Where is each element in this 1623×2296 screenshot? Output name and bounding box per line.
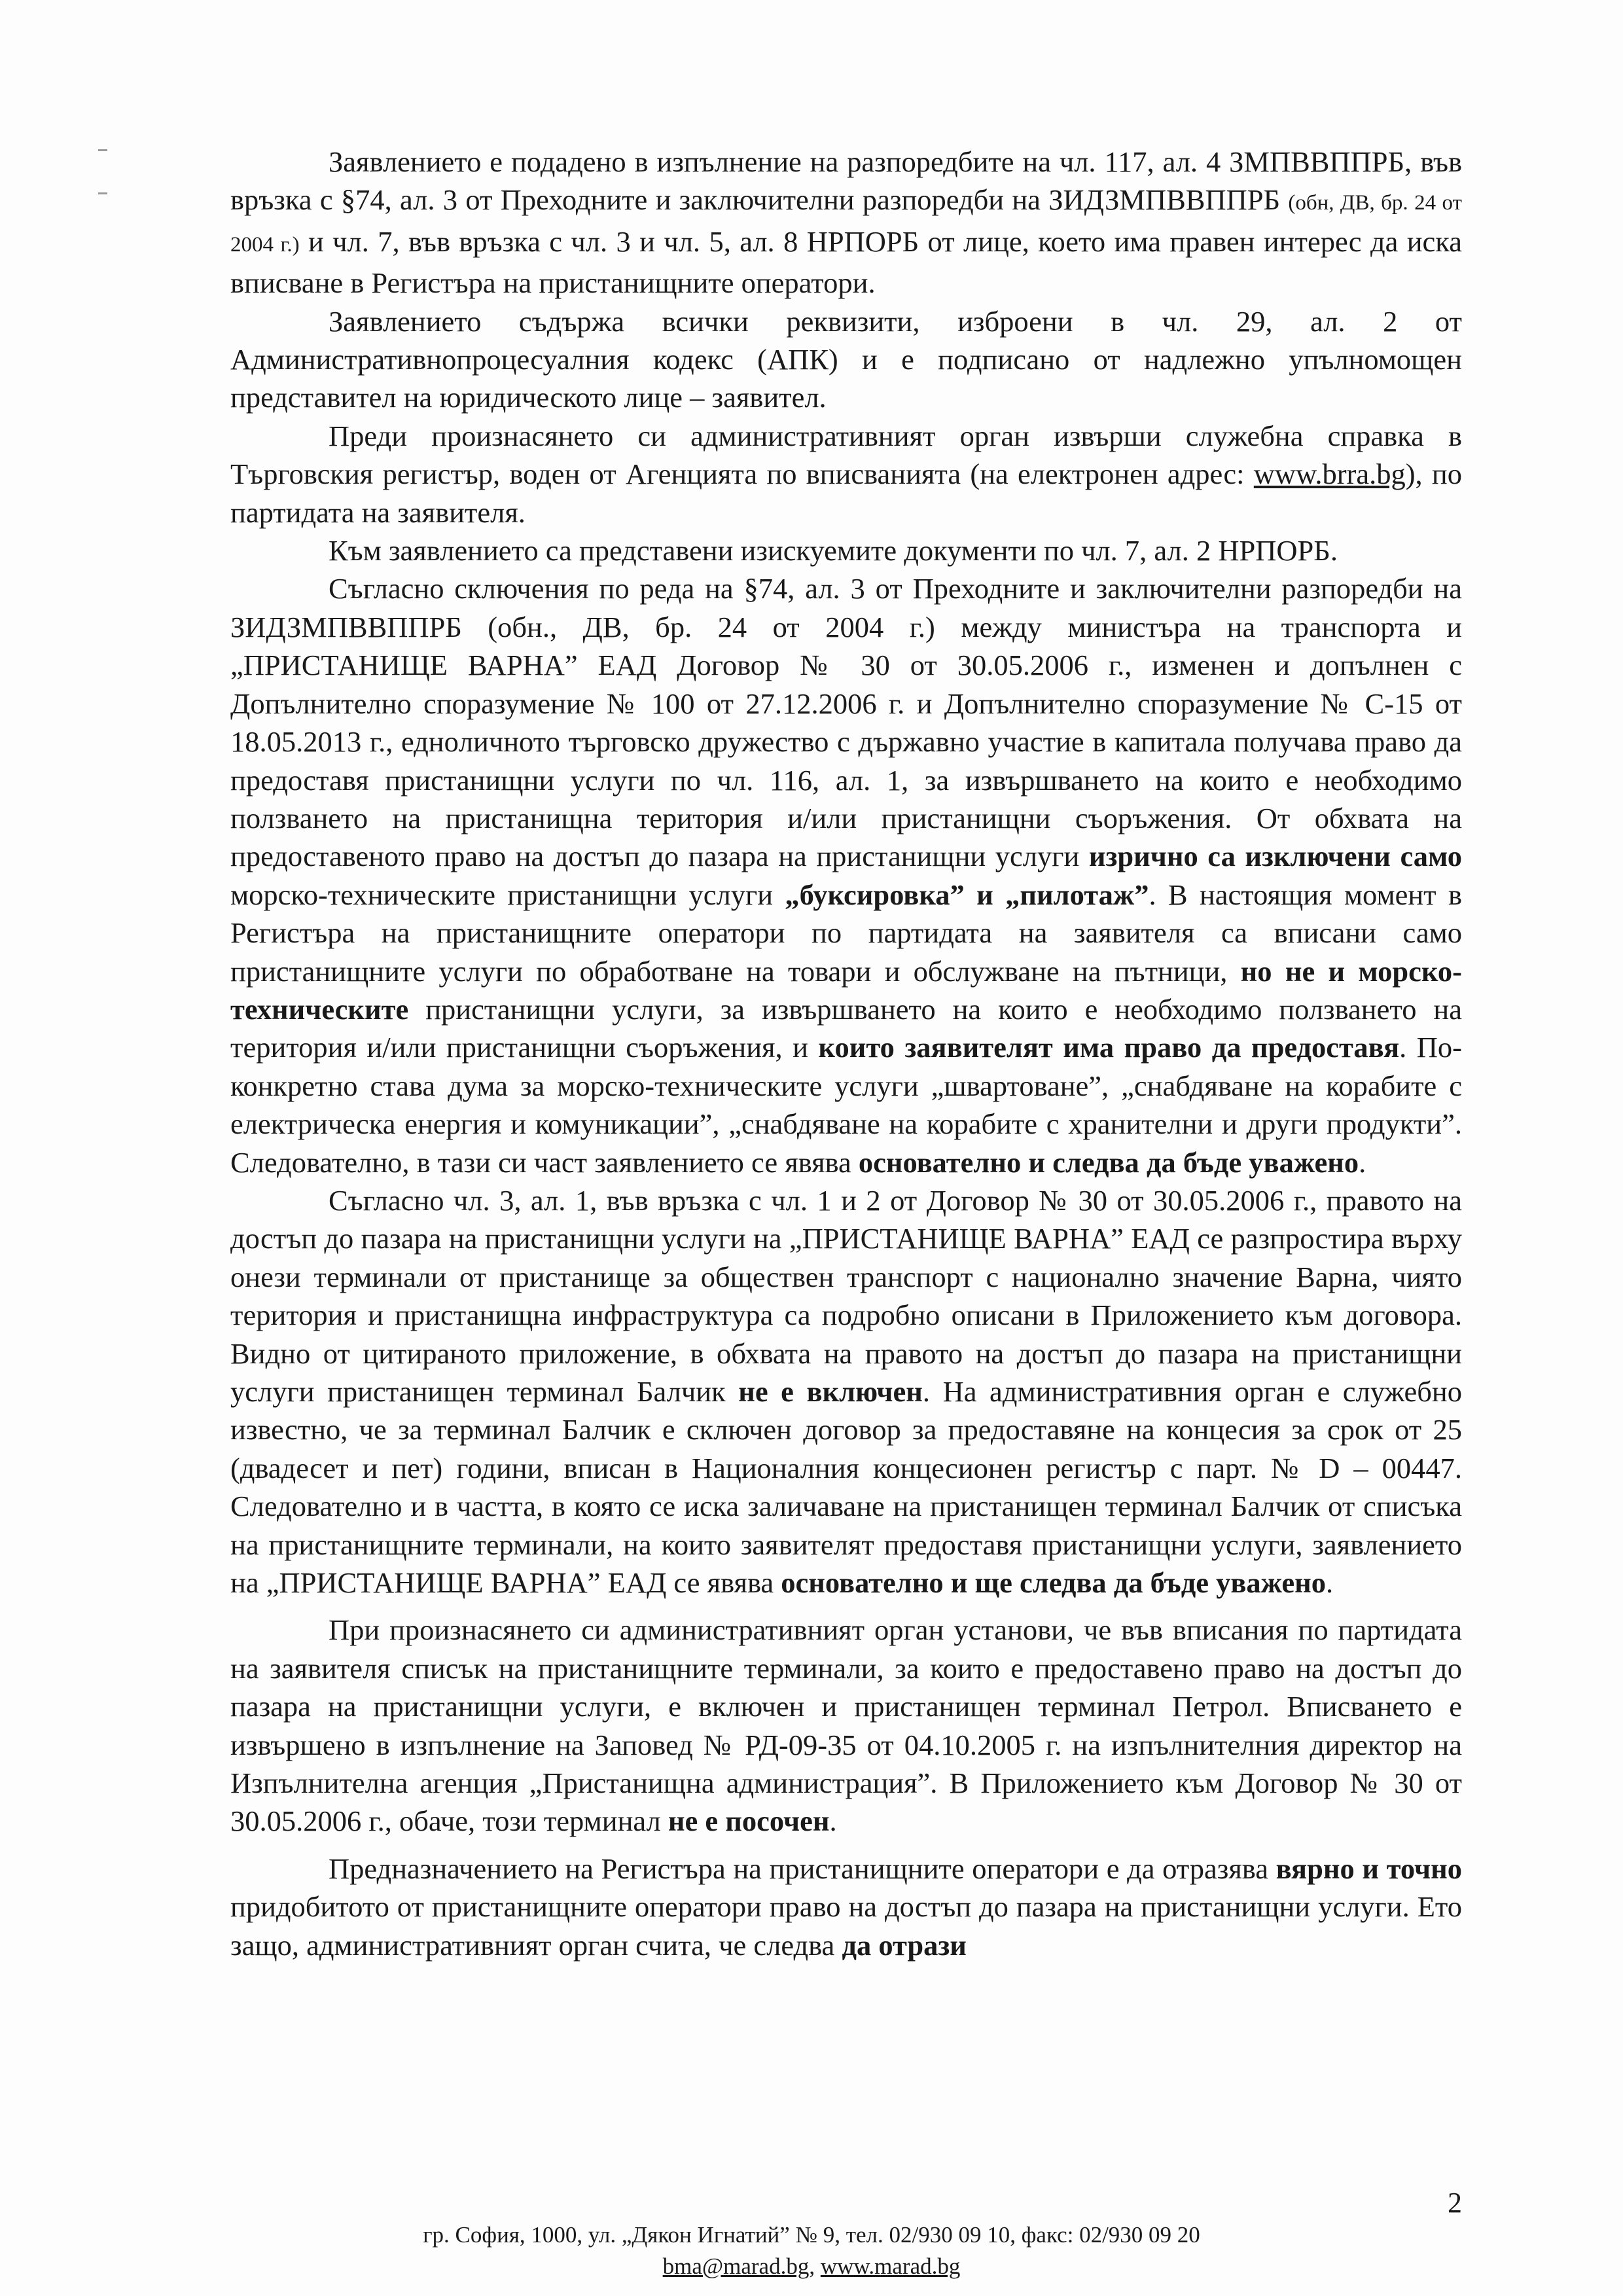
emphasis-text: изрично са изключени само (1088, 840, 1462, 873)
page-number: 2 (1448, 2187, 1462, 2219)
text-run: Предназначението на Регистъра на пристанищните оператори е да отразява (329, 1852, 1276, 1885)
emphasis-text: да отрази (842, 1928, 967, 1962)
footer-contacts (0, 2251, 1623, 2282)
paragraph-p8 (230, 1850, 1462, 1964)
text-run: При произнасянето си административният орган установи, че във вписания по партидата на заявителя списък на пристанищните терминали, за които е предоставено право на достъп до пазара на пристанищни услуги, е включен и пристанищен терминал Петрол. Вписването е извършено в изпълнение на Заповед № РД-09-35 от 04.10.2005 г. на изпълнителния директор на Изпълнителна агенция „Пристанищна администрация”. В Приложението към Договор № 30 от 30.05.2006 г., обаче, този терминал (230, 1613, 1462, 1838)
text-run: . По-конкретно става дума за морско-техническите услуги „швартоване”, „снабдяване на корабите с електрическа енергия и комуникации”, „снабдяване на корабите с хранителни и други продукти”. Следователно, в тази си част заявлението се явява (230, 1031, 1462, 1179)
emphasis-text: които заявителят има право да предоставя (818, 1031, 1400, 1064)
paragraph-p5 (230, 569, 1462, 1181)
margin-mark (98, 192, 107, 194)
text-run: Заявлението е подадено в изпълнение на разпоредбите на чл. 117, ал. 4 ЗМПВВППРБ, във връзка с §74, ал. 3 от Преходните и заключителни разпоредби на ЗИДЗМПВВППРБ (230, 145, 1462, 217)
emphasis-text: не е посочен (668, 1804, 830, 1838)
emphasis-text: не е включен (738, 1375, 923, 1408)
emphasis-text: „буксировка” и „пилотаж” (785, 878, 1149, 911)
footer-website-link[interactable]: www.marad.bg (820, 2253, 961, 2279)
paragraph-p4 (230, 531, 1462, 569)
text-run: морско-техническите пристанищни услуги (230, 878, 785, 911)
emphasis-text: но не и морско-техническите (230, 954, 1462, 1026)
text-run: Съгласно сключения по реда на §74, ал. 3 от Преходните и заключителни разпоредби на ЗИДЗМПВВППРБ (обн., ДВ, бр. 24 от 2004 г.) между министъра на транспорта и „ПРИСТАНИЩЕ ВАРНА” ЕАД Договор № 30 от 30.05.2006 г., изменен и допълнен с Допълнително споразумение № 100 от 27.12.2006 г. и Допълнително споразумение № С-15 от 18.05.2013 г., еднoличното търговско дружество с държавно участие в капитала получава право да предоставя пристанищни услуги по чл. 116, ал. 1, за извършването на които е необходимо ползването на пристанищна територия и/или пристанищни съоръжения. От обхвата на предоставеното право на достъп до пазара на пристанищни услуги (230, 572, 1462, 873)
paragraph-p2 (230, 302, 1462, 417)
text-run: пристанищни услуги, за извършването на които е необходимо ползването на територия и/или пристанищни съоръжения, и (230, 992, 1462, 1064)
emphasis-text: основателно и ще следва да бъде уважено (781, 1566, 1326, 1600)
text-run: . (829, 1804, 837, 1838)
text-run: . В настоящия момент в Регистъра на пристанищните оператори по партидата на заявителя са вписани само пристанищните услуги по обработване на товари и обслужване на пътници, (230, 878, 1462, 988)
paragraph-p1 (230, 143, 1462, 302)
text-run: . (1326, 1566, 1334, 1600)
small-text: (обн, ДВ, бр. 24 от 2004 г.) (230, 191, 1462, 257)
text-run: и чл. 7, във връзка с чл. 3 и чл. 5, ал. 8 НРПОРБ от лице, което има правен интерес да иска вписване в Регистъра на пристанищните оператори. (230, 224, 1462, 300)
paragraph-p3 (230, 417, 1462, 531)
margin-mark (98, 149, 107, 151)
text-run: придобитото от пристанищните оператори право на достъп до пазара на пристанищни услуги. Ето защо, административният орган счита, че следва (230, 1890, 1462, 1962)
text-run: Заявлението съдържа всички реквизити, изброени в чл. 29, ал. 2 от Административнопроцесуалния кодекс (АПК) и е подписано от надлежно упълномощен представител на юридическото лице – заявител. (230, 304, 1462, 414)
text-run: ), по партидата на заявителя. (230, 457, 1462, 529)
text-run: Към заявлението са представени изискуемите документи по чл. 7, ал. 2 НРПОРБ. (329, 534, 1338, 567)
footer-email-link[interactable]: bma@marad.bg (662, 2253, 810, 2279)
document-body (230, 143, 1462, 1964)
footer-address: гр. София, 1000, ул. „Дякон Игнатий” № 9, тел. 02/930 09 10, факс: 02/930 09 20 (423, 2222, 1200, 2248)
text-run: . На административния орган е служебно известно, че за терминал Балчик е сключен договор за предоставяне на концесия за срок от 25 (двадесет и пет) години, вписан в Националния концесионен регистър с парт. № D – 00447. Следователно и в частта, в която се иска заличаване на пристанищен терминал Балчик от списъка на пристанищните терминали, на които заявителят предоставя пристанищни услуги, заявлението на „ПРИСТАНИЩЕ ВАРНА” ЕАД се явява (230, 1375, 1462, 1600)
paragraph-p6 (230, 1181, 1462, 1602)
text-run: Преди произнасянето си административният орган извърши служебна справка в Търговския регистър, воден от Агенцията по вписванията (на електронен адрес: (230, 419, 1462, 491)
text-run: Съгласно чл. 3, ал. 1, във връзка с чл. 1 и 2 от Договор № 30 от 30.05.2006 г., правото на достъп до пазара на пристанищни услуги на „ПРИСТАНИЩЕ ВАРНА” ЕАД се разпростира върху онези терминали от пристанище за обществен транспорт с национално значение Варна, чиято територия и пристанищна инфраструктура са подробно описани в Приложението към договора. Видно от цитираното приложение, в обхвата на правото на достъп до пазара на пристанищни услуги пристанищен терминал Балчик (230, 1183, 1462, 1408)
footer-separator: , (809, 2253, 821, 2279)
emphasis-text: вярно и точно (1275, 1852, 1462, 1885)
text-run: . (1359, 1145, 1366, 1179)
emphasis-text: основателно и следва да бъде уважено (858, 1145, 1359, 1179)
paragraph-p7 (230, 1611, 1462, 1840)
hyperlink[interactable]: www.brra.bg (1253, 457, 1406, 491)
